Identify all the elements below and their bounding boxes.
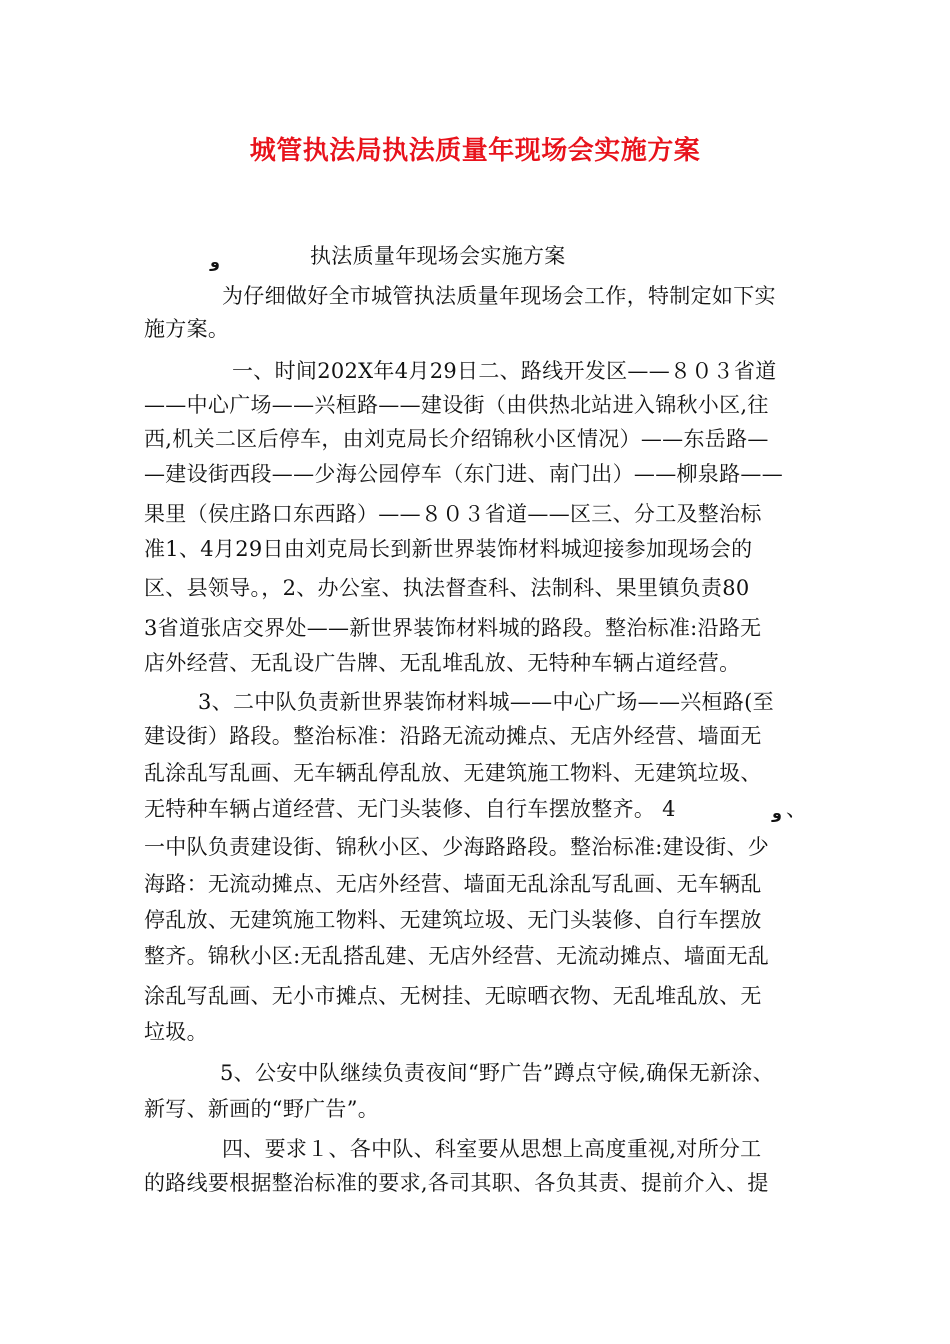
- paragraph-line: 3省道张店交界处——新世界装饰材料城的路段。整治标准:沿路无: [144, 616, 762, 640]
- paragraph-line: 果里（侯庄路口东西路）——８０３省道——区三、分工及整治标: [144, 502, 762, 526]
- paragraph-line: 新写、新画的“野广告”。: [144, 1097, 380, 1121]
- paragraph-line: 无特种车辆占道经营、无门头装修、自行车摆放整齐。 4: [144, 797, 676, 821]
- subtitle-line: 执法质量年现场会实施方案: [310, 244, 566, 268]
- document-title: 城管执法局执法质量年现场会实施方案: [249, 136, 701, 166]
- paragraph-line: 3、二中队负责新世界装饰材料城——中心广场——兴桓路(至: [198, 690, 774, 714]
- paragraph-line: 5、公安中队继续负责夜间“野广告”蹲点守候,确保无新涂、: [220, 1061, 774, 1085]
- paragraph-line: 区、县领导。，2、办公室、执法督查科、法制科、果里镇负责80: [144, 576, 750, 600]
- paragraph-line: 四、要求１、各中队、科室要从思想上高度重视,对所分工: [222, 1137, 762, 1161]
- paragraph-line: 停乱放、无建筑施工物料、无建筑垃圾、无门头装修、自行车摆放: [144, 908, 762, 932]
- paragraph-line: —建设街西段——少海公园停车（东门进、南门出）——柳泉路——: [144, 462, 783, 486]
- stray-mark: و: [210, 252, 220, 271]
- paragraph-line: 为仔细做好全市城管执法质量年现场会工作，特制定如下实: [222, 284, 776, 308]
- paragraph-line: 乱涂乱写乱画、无车辆乱停乱放、无建筑施工物料、无建筑垃圾、: [144, 761, 762, 785]
- paragraph-line: 准1、4月29日由刘克局长到新世界装饰材料城迎接参加现场会的: [144, 537, 753, 561]
- paragraph-line: 西,机关二区后停车，由刘克局长介绍锦秋小区情况）——东岳路—: [144, 427, 769, 451]
- paragraph-line: 涂乱写乱画、无小市摊点、无树挂、无晾晒衣物、无乱堆乱放、无: [144, 984, 762, 1008]
- paragraph-line: 海路：无流动摊点、无店外经营、墙面无乱涂乱写乱画、无车辆乱: [144, 872, 762, 896]
- paragraph-line: 一中队负责建设街、锦秋小区、少海路路段。整治标准:建设街、少: [144, 835, 770, 859]
- stray-mark: و: [772, 803, 782, 822]
- paragraph-line: 垃圾。: [144, 1020, 208, 1044]
- paragraph-line: 建设街）路段。整治标准：沿路无流动摊点、无店外经营、墙面无: [144, 724, 762, 748]
- paragraph-line: 店外经营、无乱设广告牌、无乱堆乱放、无特种车辆占道经营。: [144, 651, 741, 675]
- paragraph-line: 施方案。: [144, 317, 230, 341]
- paragraph-line: 的路线要根据整治标准的要求,各司其职、各负其责、提前介入、提: [144, 1171, 769, 1195]
- paragraph-line: 整齐。锦秋小区:无乱搭乱建、无店外经营、无流动摊点、墙面无乱: [144, 944, 770, 968]
- paragraph-line: ——中心广场——兴桓路——建设街（由供热北站进入锦秋小区,往: [144, 393, 769, 417]
- paragraph-line: 、: [786, 797, 808, 821]
- paragraph-line: 一、时间202X年4月29日二、路线开发区——８０３省道: [232, 359, 777, 383]
